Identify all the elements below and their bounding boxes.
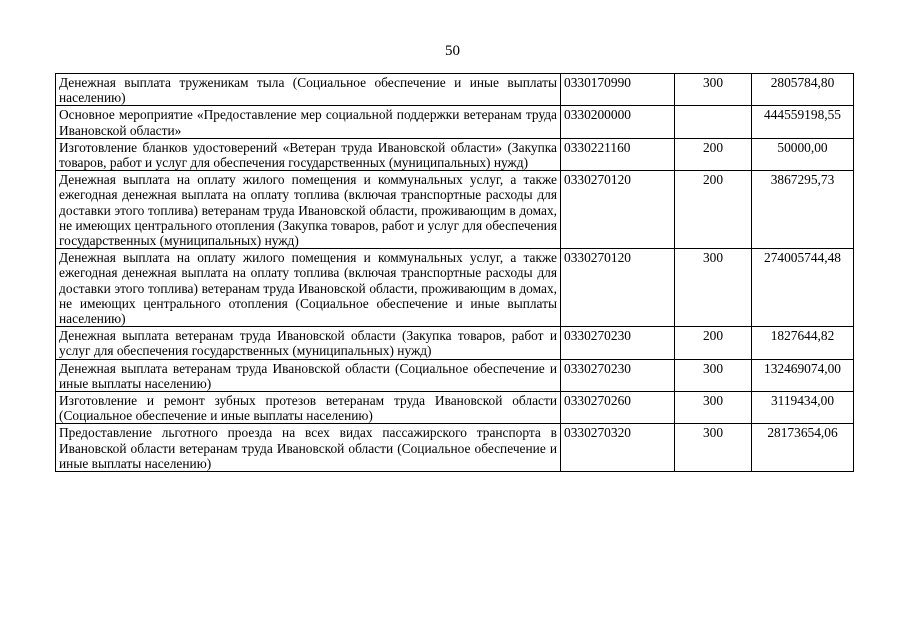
row-amount: 50000,00	[752, 138, 854, 170]
row-amount: 132469074,00	[752, 359, 854, 391]
table-row	[56, 424, 854, 472]
row-description: Денежная выплата труженикам тыла (Социальное обеспечение и иные выплаты населению)	[56, 74, 561, 106]
row-expense-type: 300	[675, 249, 752, 327]
page-number: 50	[445, 43, 460, 59]
row-description: Основное мероприятие «Предоставление мер социальной поддержки ветеранам труда Ивановской области»	[56, 106, 561, 138]
table-row	[56, 327, 854, 359]
row-amount: 274005744,48	[752, 249, 854, 327]
row-amount: 1827644,82	[752, 327, 854, 359]
table-row	[56, 171, 854, 249]
row-target-code: 0330200000	[561, 106, 675, 138]
row-target-code: 0330270230	[561, 327, 675, 359]
row-target-code: 0330270260	[561, 392, 675, 424]
row-expense-type: 200	[675, 327, 752, 359]
row-target-code: 0330221160	[561, 138, 675, 170]
row-description: Денежная выплата ветеранам труда Ивановской области (Закупка товаров, работ и услуг для обеспечения государственных (муниципальных) нужд)	[56, 327, 561, 359]
row-expense-type: 300	[675, 359, 752, 391]
row-description: Денежная выплата ветеранам труда Ивановской области (Социальное обеспечение и иные выплаты населению)	[56, 359, 561, 391]
row-expense-type	[675, 106, 752, 138]
table-row	[56, 359, 854, 391]
table-row	[56, 106, 854, 138]
table-row	[56, 138, 854, 170]
row-description: Предоставление льготного проезда на всех видах пассажирского транспорта в Ивановской области ветеранам труда Ивановской области (Социальное обеспечение и иные выплаты населению)	[56, 424, 561, 472]
row-description: Изготовление бланков удостоверений «Ветеран труда Ивановской области» (Закупка товаров, работ и услуг для обеспечения государственных (муниципальных) нужд)	[56, 138, 561, 170]
table-row	[56, 249, 854, 327]
row-expense-type: 300	[675, 392, 752, 424]
row-description: Денежная выплата на оплату жилого помещения и коммунальных услуг, а также ежегодная денежная выплата на оплату топлива (включая транспортные расходы для доставки этого топлива) ветеранам труда Ивановской области, проживающим в домах, не имеющих центрального отопления (Закупка товаров, работ и услуг для обеспечения государственных (муниципальных) нужд)	[56, 171, 561, 249]
row-amount: 28173654,06	[752, 424, 854, 472]
row-expense-type: 200	[675, 138, 752, 170]
row-expense-type: 200	[675, 171, 752, 249]
budget-table	[55, 73, 854, 472]
row-target-code: 0330170990	[561, 74, 675, 106]
row-expense-type: 300	[675, 74, 752, 106]
row-target-code: 0330270120	[561, 171, 675, 249]
row-amount: 444559198,55	[752, 106, 854, 138]
row-amount: 3867295,73	[752, 171, 854, 249]
table-row	[56, 392, 854, 424]
row-amount: 2805784,80	[752, 74, 854, 106]
table-row	[56, 74, 854, 106]
row-target-code: 0330270120	[561, 249, 675, 327]
row-description: Изготовление и ремонт зубных протезов ветеранам труда Ивановской области (Социальное обеспечение и иные выплаты населению)	[56, 392, 561, 424]
row-amount: 3119434,00	[752, 392, 854, 424]
row-description: Денежная выплата на оплату жилого помещения и коммунальных услуг, а также ежегодная денежная выплата на оплату топлива (включая транспортные расходы для доставки этого топлива) ветеранам труда Ивановской области, проживающим в домах, не имеющих центрального отопления (Социальное обеспечение и иные выплаты населению)	[56, 249, 561, 327]
row-expense-type: 300	[675, 424, 752, 472]
row-target-code: 0330270320	[561, 424, 675, 472]
row-target-code: 0330270230	[561, 359, 675, 391]
